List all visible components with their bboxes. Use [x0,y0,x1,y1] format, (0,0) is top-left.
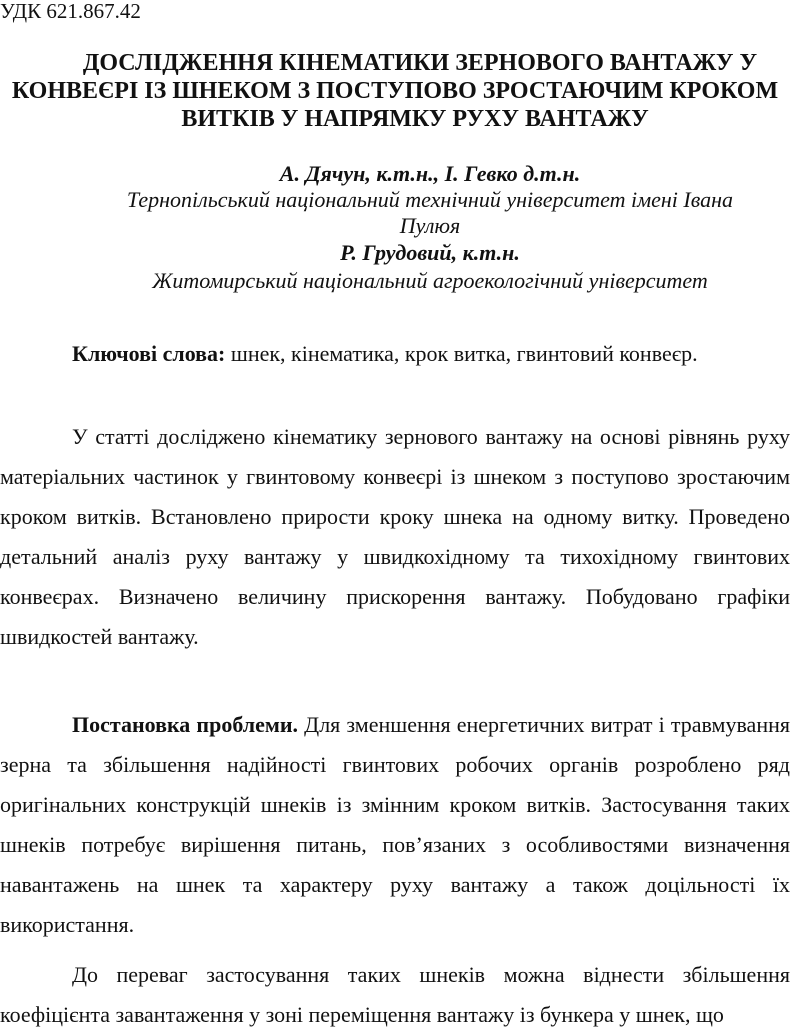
article-title [0,49,790,133]
udc-code: УДК 621.867.42 [0,0,141,23]
problem-text: Для зменшення енергетичних витрат і травмування зерна та збільшення надійності гвинтових робочих органів розроблено ряд оригінальних конструкцій шнеків із змінним кроком витків. Застосування таких шнеків потребує вирішення питань, пов’язаних з особливостями визначення навантажень на шнек та характеру руху вантажу а також доцільності їх використання. [0,712,790,937]
title-line-3: ВИТКІВ У НАПРЯМКУ РУХУ ВАНТАЖУ [181,106,649,132]
title-line-1: ДОСЛІДЖЕННЯ КІНЕМАТИКИ ЗЕРНОВОГО ВАНТАЖУ У [82,50,758,76]
advantages-paragraph: До переваг застосування таких шнеків можна віднести збільшення коефіцієнта завантаження у зоні переміщення вантажу із бункера у шнек, що [0,962,790,1027]
keywords-label: Ключові слова: [72,341,226,366]
abstract-paragraph: У статті досліджено кінематику зернового вантажу на основі рівнянь руху матеріальних частинок у гвинтовому конвеєрі із шнеком з поступово зростаючим кроком витків. Встановлено прирости кроку шнека на одному витку. Проведено детальний аналіз руху вантажу у швидкохідному та тихохідному гвинтових конвеєрах. Визначено величину прискорення вантажу. Побудовано графіки швидкостей вантажу. [0,424,790,649]
problem-heading: Постановка проблеми. [72,712,299,737]
affiliation-2: Житомирський національний агроекологічний університет [152,268,708,293]
affiliation-1-line-2: Пулюя [399,213,461,238]
keywords-text: шнек, кінематика, крок витка, гвинтовий конвеєр. [225,341,698,366]
title-line-2: КОНВЕЄРІ ІЗ ШНЕКОМ З ПОСТУПОВО ЗРОСТАЮЧИМ КРОКОМ [11,78,779,104]
affiliation-1-line-1: Тернопільський національний технічний університет імені Івана [126,187,734,212]
problem-statement-paragraph [0,705,790,945]
authors-group-2: Р. Грудовий, к.т.н. [340,240,520,265]
keywords [72,341,698,367]
authors-group-1: А. Дячун, к.т.н., І. Гевко д.т.н. [279,161,581,186]
